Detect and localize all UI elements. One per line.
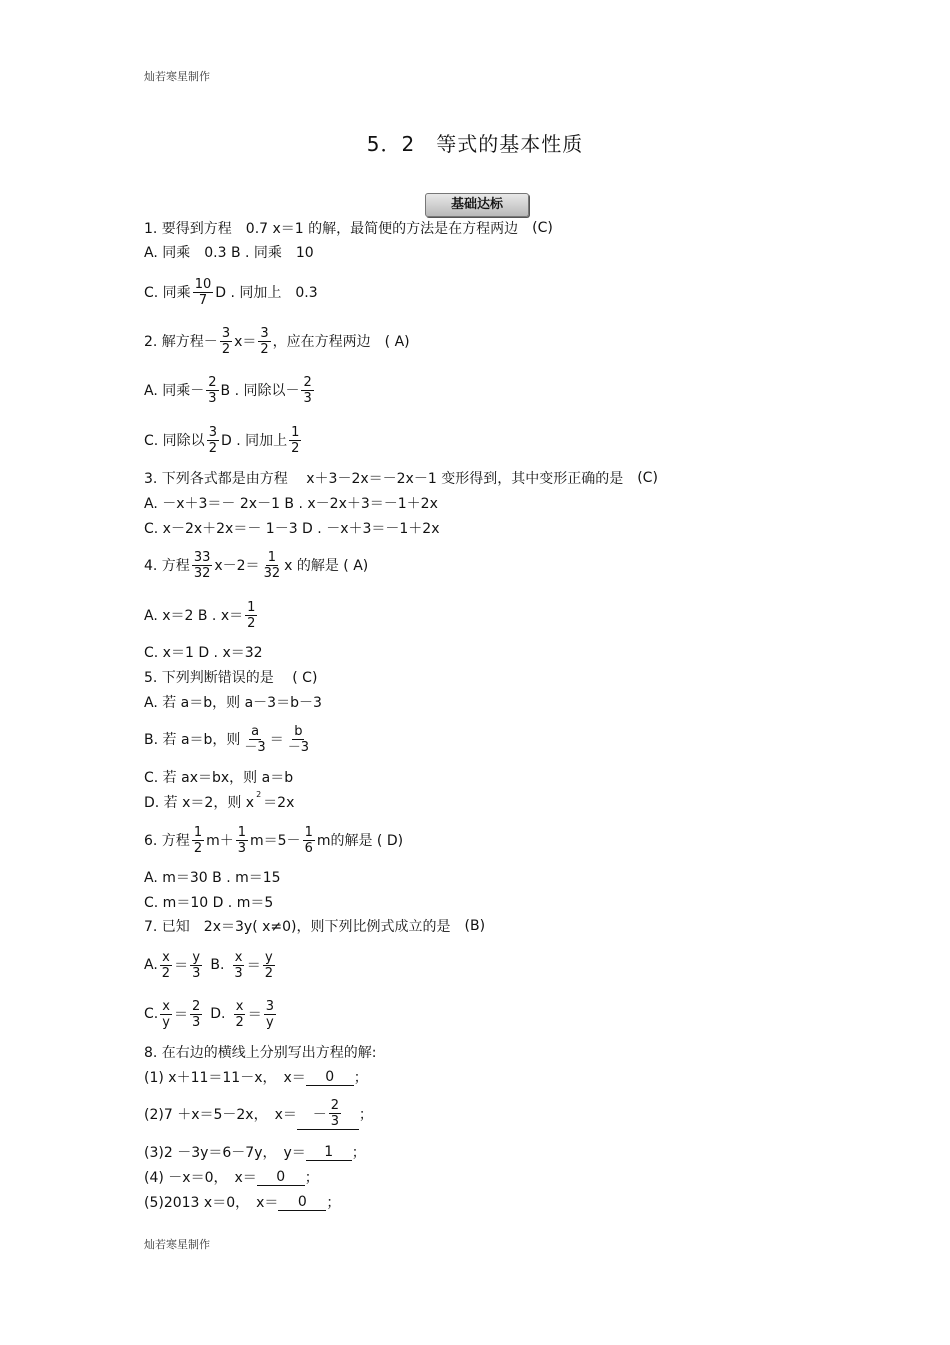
q8-part-2: (2)7 ＋x＝5－2x， x＝ － $\frac{2}{3}$ ； xyxy=(144,1098,373,1129)
q1-options-ab: A. 同乘 0.3 B . 同乘 10 xyxy=(144,245,314,261)
q5-stem: 5. 下列判断错误的是 ( C) xyxy=(144,670,318,686)
q8-part-4: (4) －x＝0， x＝ 0 ； xyxy=(144,1168,319,1186)
q1-stem: 1. 要得到方程 0.7 x＝1 的解，最简便的方法是在方程两边 (C) xyxy=(144,220,553,237)
q8-stem: 8. 在右边的横线上分别写出方程的解: xyxy=(144,1045,377,1061)
q3-options-ab: A. －x＋3＝－ 2x－1 B . x－2x＋3＝－1＋2x xyxy=(144,496,438,512)
q3-options-cd: C. x－2x＋2x＝－ 1－3 D . －x＋3＝－1＋2x xyxy=(144,521,440,537)
q6-options-ab: A. m＝30 B . m＝15 xyxy=(144,870,281,886)
q8-part-1: (1) x＋11＝11－x， x＝ 0 ； xyxy=(144,1068,368,1086)
q5-option-d: D. 若 x＝2，则 x 2 ＝2x xyxy=(144,789,295,811)
q2-options-ab: A. 同乘－ $\frac{2}{3}$ B . 同除以－ $\frac{2}{3}$ xyxy=(144,374,312,406)
section-banner: 基础达标 xyxy=(425,193,529,217)
q5-option-a: A. 若 a＝b，则 a－3＝b－3 xyxy=(144,695,322,711)
q1-options-cd: C. 同乘 $\frac{10}{7}$ D . 同加上 0.3 xyxy=(144,276,318,308)
q7-stem: 7. 已知 2x＝3y( x≠0)，则下列比例式成立的是 (B) xyxy=(144,918,486,935)
q2-options-cd: C. 同除以 $\frac{3}{2}$ D . 同加上 $\frac{1}{2}$ xyxy=(144,424,300,456)
q7-options-ab: A. $\frac{x}{2}$ ＝ $\frac{y}{3}$ B. $\frac{x}{3}$ ＝ $\frac{y}{2}$ xyxy=(144,949,273,981)
page-footer: 灿若寒星制作 xyxy=(144,1238,210,1251)
page-title: 5．2 等式的基本性质 xyxy=(366,132,584,156)
q3-stem: 3. 下列各式都是由方程 x＋3－2x＝－2x－1 变形得到，其中变形正确的是 (C) xyxy=(144,470,658,487)
q5-option-c: C. 若 ax＝bx，则 a＝b xyxy=(144,770,294,786)
q6-stem: 6. 方程 $\frac{1}{2}$ m＋ $\frac{1}{3}$ m＝5－ $\frac{1}{6}$ m的解是 ( D) xyxy=(144,824,404,856)
q5-option-b: B. 若 a＝b，则 $\frac{a}{-3}$ ＝ $\frac{b}{-3}$ xyxy=(144,723,309,755)
q7-options-cd: C. $\frac{x}{y}$ ＝ $\frac{2}{3}$ D. $\frac{x}{2}$ ＝ $\frac{3}{y}$ xyxy=(144,998,275,1030)
page-header: 灿若寒星制作 xyxy=(144,70,210,83)
q4-stem: 4. 方程 $\frac{33}{32}$ x－2＝ $\frac{1}{32}$ x 的解是 ( A) xyxy=(144,549,369,581)
q2-stem: 2. 解方程－ $\frac{3}{2}$ x＝ $\frac{3}{2}$ ，应在方程两边 ( A) xyxy=(144,325,410,357)
q8-part-3: (3)2 －3y＝6－7y， y＝ 1 ； xyxy=(144,1143,366,1161)
q8-part-5: (5)2013 x＝0， x＝ 0 ； xyxy=(144,1193,341,1211)
q6-options-cd: C. m＝10 D . m＝5 xyxy=(144,895,274,911)
q4-options-ab: A. x＝2 B . x＝ $\frac{1}{2}$ xyxy=(144,599,256,631)
q4-options-cd: C. x＝1 D . x＝32 xyxy=(144,645,263,661)
